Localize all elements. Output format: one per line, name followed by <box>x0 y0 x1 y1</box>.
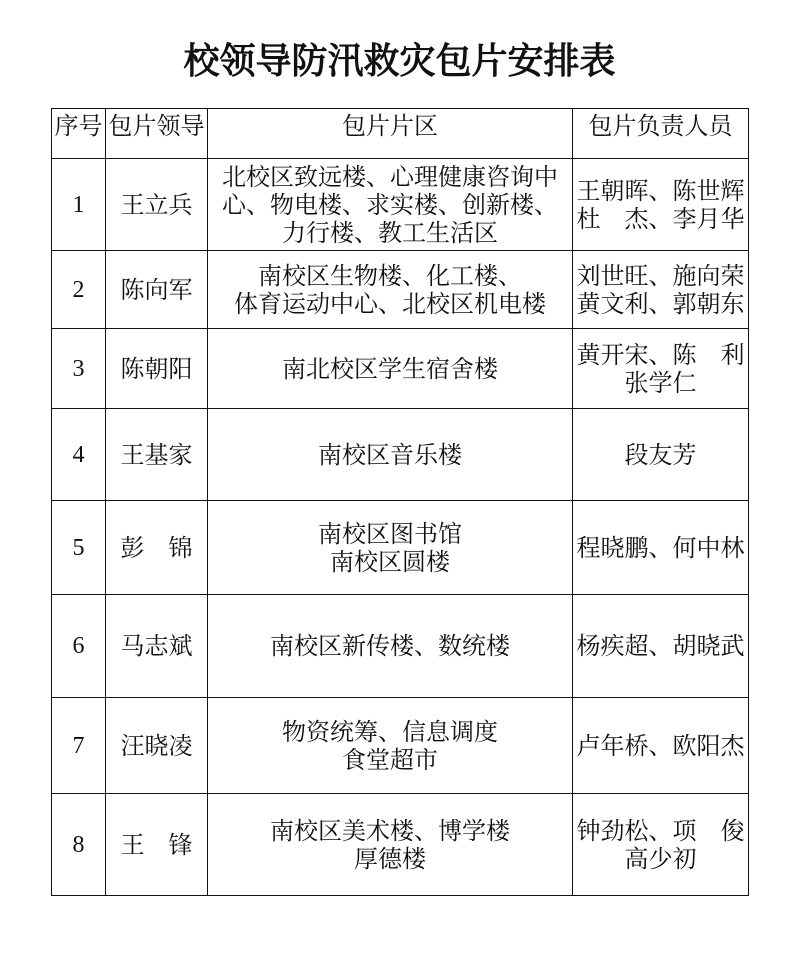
table-row <box>52 595 749 698</box>
staff-cell <box>573 698 749 794</box>
table-row <box>52 159 749 251</box>
area-cell <box>208 251 573 329</box>
area-cell <box>208 595 573 698</box>
staff-line: 程晓鹏、何中林 <box>576 533 745 562</box>
area-line: 南校区图书馆 <box>318 519 462 548</box>
area-cell <box>208 501 573 595</box>
staff-cell <box>573 595 749 698</box>
area-line: 南校区圆楼 <box>330 547 450 576</box>
staff-cell <box>573 501 749 595</box>
row-index: 5 <box>52 501 106 595</box>
area-line: 食堂超市 <box>342 745 438 774</box>
staff-line: 钟劲松、项 俊 <box>576 816 745 845</box>
header-leader: 包片领导 <box>106 109 208 159</box>
area-cell <box>208 159 573 251</box>
staff-cell <box>573 329 749 409</box>
staff-line: 高少初 <box>624 844 697 873</box>
area-cell <box>208 794 573 896</box>
table-header-row <box>52 109 749 159</box>
staff-line: 段友芳 <box>624 440 697 469</box>
area-line: 厚德楼 <box>354 844 426 873</box>
area-line: 体育运动中心、北校区机电楼 <box>234 289 546 318</box>
staff-line: 杜 杰、李月华 <box>576 204 745 233</box>
leader-name: 彭 锦 <box>106 501 208 595</box>
row-index: 4 <box>52 409 106 501</box>
area-line: 力行楼、教工生活区 <box>282 218 498 247</box>
leader-name: 王立兵 <box>106 159 208 251</box>
table-row <box>52 794 749 896</box>
area-line: 南北校区学生宿舍楼 <box>282 354 498 383</box>
area-line: 物资统筹、信息调度 <box>282 717 498 746</box>
area-cell <box>208 329 573 409</box>
row-index: 2 <box>52 251 106 329</box>
area-line: 南校区生物楼、化工楼、 <box>258 261 522 290</box>
header-area: 包片片区 <box>208 109 573 159</box>
staff-line: 张学仁 <box>624 368 697 397</box>
leader-name: 王基家 <box>106 409 208 501</box>
row-index: 8 <box>52 794 106 896</box>
area-cell <box>208 409 573 501</box>
row-index: 6 <box>52 595 106 698</box>
staff-line: 王朝晖、陈世辉 <box>576 176 745 205</box>
table-row <box>52 501 749 595</box>
table-row <box>52 251 749 329</box>
staff-cell <box>573 159 749 251</box>
table-row <box>52 329 749 409</box>
leader-name: 王 锋 <box>106 794 208 896</box>
row-index: 3 <box>52 329 106 409</box>
header-staff: 包片负责人员 <box>573 109 749 159</box>
row-index: 1 <box>52 159 106 251</box>
area-line: 南校区新传楼、数统楼 <box>270 632 510 660</box>
leader-name: 汪晓凌 <box>106 698 208 794</box>
row-index: 7 <box>52 698 106 794</box>
arrangement-table <box>51 108 749 896</box>
leader-name: 陈向军 <box>106 251 208 329</box>
header-index: 序号 <box>52 109 106 159</box>
staff-line: 黄文利、郭朝东 <box>576 289 745 318</box>
staff-line: 杨疾超、胡晓武 <box>576 632 745 660</box>
staff-cell <box>573 251 749 329</box>
table-row <box>52 698 749 794</box>
table-row <box>52 409 749 501</box>
staff-cell <box>573 794 749 896</box>
document-title: 校领导防汛救灾包片安排表 <box>183 41 616 82</box>
area-line: 南校区音乐楼 <box>318 440 462 469</box>
staff-line: 卢年桥、欧阳杰 <box>576 731 745 760</box>
leader-name: 陈朝阳 <box>106 329 208 409</box>
staff-line: 刘世旺、施向荣 <box>576 261 745 290</box>
staff-cell <box>573 409 749 501</box>
leader-name: 马志斌 <box>106 595 208 698</box>
area-cell <box>208 698 573 794</box>
area-line: 心、物电楼、求实楼、创新楼、 <box>222 190 558 219</box>
area-line: 南校区美术楼、博学楼 <box>270 816 510 845</box>
staff-line: 黄开宋、陈 利 <box>576 340 745 369</box>
area-line: 北校区致远楼、心理健康咨询中 <box>222 162 558 191</box>
